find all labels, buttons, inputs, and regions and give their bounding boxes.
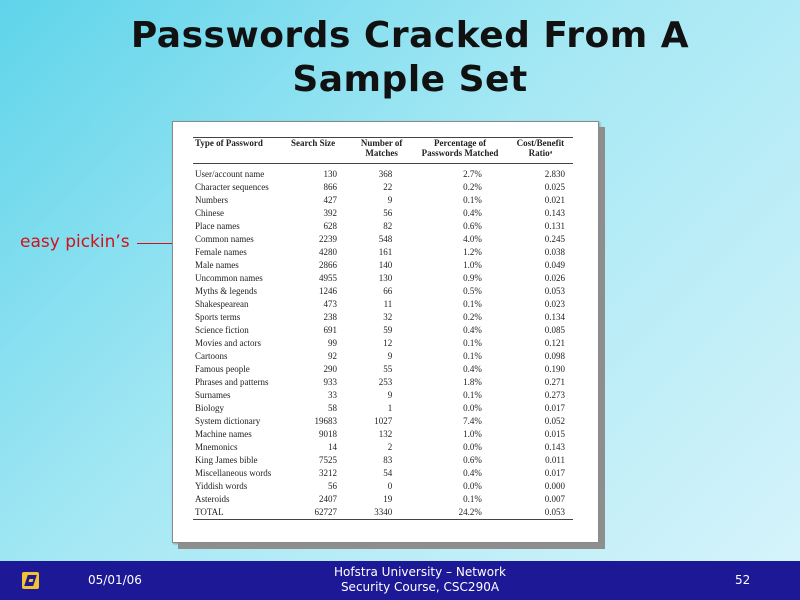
table-cell: Shakespearean: [195, 299, 249, 309]
table-cell: Machine names: [195, 429, 252, 439]
table-row: [193, 324, 573, 337]
table-cell: 19683: [314, 416, 337, 426]
table-cell: 0.6%: [463, 455, 482, 465]
table-cell: 9: [387, 351, 393, 361]
table-row: [193, 285, 573, 298]
table-cell: 0.134: [544, 312, 565, 322]
table-cell: 0.052: [544, 416, 565, 426]
table-row: [193, 311, 573, 324]
table-cell: 0.038: [544, 247, 565, 257]
table-row: [193, 298, 573, 311]
table-cell: System dictionary: [195, 416, 261, 426]
table-cell: 22: [383, 182, 393, 192]
table-cell: 54: [383, 468, 393, 478]
table-cell: 0.017: [544, 468, 565, 478]
table-cell: 0.1%: [463, 299, 482, 309]
slide-title-line-2: Sample Set: [292, 59, 528, 100]
table-cell: 66: [383, 286, 393, 296]
table-cell: 7525: [319, 455, 337, 465]
table-cell: 1: [387, 403, 393, 413]
table-cell: User/account name: [195, 169, 265, 179]
table-cell: 7.4%: [463, 416, 482, 426]
table-cell: 290: [323, 364, 337, 374]
table-cell: 0.5%: [463, 286, 482, 296]
table-cell: 0.6%: [463, 221, 482, 231]
table-cell: Male names: [195, 260, 239, 270]
table-cell: 99: [328, 338, 337, 348]
footer-date: 05/01/06: [88, 573, 142, 587]
table-cell: 0.1%: [463, 195, 482, 205]
table-row: [193, 350, 573, 363]
table-cell: 55: [383, 364, 393, 374]
table-cell: 3212: [319, 468, 337, 478]
table-cell: 0.011: [545, 455, 565, 465]
table-cell: 0.121: [544, 338, 565, 348]
table-cell: 1.0%: [463, 260, 482, 270]
table-cell: 0.000: [544, 481, 565, 491]
column-header: Number of Matches: [351, 138, 412, 164]
table-cell: 2239: [319, 234, 337, 244]
table-cell: 0.053: [544, 286, 565, 296]
table-cell: 83: [383, 455, 393, 465]
table-cell: 0.1%: [463, 338, 482, 348]
table-row: [193, 181, 573, 194]
table-cell: 0.4%: [463, 325, 482, 335]
table-cell: TOTAL: [195, 507, 224, 517]
table-cell: 130: [378, 273, 393, 283]
table-cell: 0.4%: [463, 468, 482, 478]
table-cell: Female names: [195, 247, 247, 257]
table-row: [193, 246, 573, 259]
table-cell: Chinese: [195, 208, 224, 218]
table-cell: Character sequences: [195, 182, 269, 192]
table-cell: 19: [383, 494, 393, 504]
table-cell: 2.7%: [463, 169, 482, 179]
table-cell: 0.0%: [463, 403, 482, 413]
table-cell: Sports terms: [195, 312, 241, 322]
table-row: [193, 207, 573, 220]
table-cell: 0.1%: [463, 351, 482, 361]
table-cell: 0.021: [544, 195, 565, 205]
footer-course-title: [270, 565, 570, 595]
table-cell: 56: [328, 481, 337, 491]
table-cell: 92: [328, 351, 337, 361]
table-cell: Yiddish words: [195, 481, 248, 491]
table-row: [193, 233, 573, 246]
table-cell: 0.131: [544, 221, 565, 231]
table-cell: 59: [383, 325, 393, 335]
table-cell: 628: [323, 221, 337, 231]
table-row: [193, 220, 573, 233]
table-cell: 0.273: [544, 390, 565, 400]
table-cell: 1.8%: [463, 377, 482, 387]
table-cell: 0.9%: [463, 273, 482, 283]
table-cell: 9018: [319, 429, 337, 439]
table-cell: Phrases and patterns: [195, 377, 269, 387]
table-cell: Mnemonics: [195, 442, 238, 452]
table-cell: Numbers: [195, 195, 228, 205]
table-cell: Cartoons: [195, 351, 228, 361]
table-row: [193, 454, 573, 467]
table-cell: 933: [323, 377, 337, 387]
table-cell: 32: [383, 312, 393, 322]
table-cell: 0.143: [544, 442, 565, 452]
column-header: Percentage of Passwords Matched: [412, 138, 508, 164]
table-cell: Biology: [195, 403, 225, 413]
table-cell: 1.0%: [463, 429, 482, 439]
table-cell: Common names: [195, 234, 254, 244]
table-cell: Famous people: [195, 364, 250, 374]
table-row: [193, 428, 573, 441]
table-cell: Science fiction: [195, 325, 249, 335]
table-cell: 24.2%: [458, 507, 482, 517]
table-cell: 0.143: [544, 208, 565, 218]
table-cell: 0.1%: [463, 390, 482, 400]
table-cell: 1027: [374, 416, 393, 426]
table-cell: 0.2%: [463, 312, 482, 322]
footer-bar: [0, 561, 800, 600]
table-cell: King James bible: [195, 455, 258, 465]
table-cell: 4955: [319, 273, 337, 283]
table-cell: 0.0%: [463, 442, 482, 452]
table-row: [193, 337, 573, 350]
table-cell: Movies and actors: [195, 338, 261, 348]
table-cell: 9: [387, 195, 393, 205]
footer-course-line-2: Security Course, CSC290A: [340, 580, 500, 594]
table-cell: 58: [328, 403, 337, 413]
table-cell: 0.2%: [463, 182, 482, 192]
table-cell: 3340: [374, 507, 393, 517]
table-cell: 0.053: [544, 507, 565, 517]
table-row: [193, 480, 573, 493]
table-row: [193, 506, 573, 520]
table-cell: Myths & legends: [195, 286, 257, 296]
table-row: [193, 272, 573, 285]
table-cell: 33: [328, 390, 337, 400]
table-cell: 0.190: [544, 364, 565, 374]
table-cell: Surnames: [195, 390, 231, 400]
table-cell: 866: [323, 182, 337, 192]
table-cell: 130: [323, 169, 337, 179]
table-cell: Asteroids: [195, 494, 230, 504]
slide-title: [40, 14, 780, 102]
table-row: [193, 363, 573, 376]
table-cell: 0.0%: [463, 481, 482, 491]
table-cell: 0.245: [544, 234, 565, 244]
table-cell: 368: [378, 169, 393, 179]
table-cell: 691: [323, 325, 337, 335]
table-cell: 11: [383, 299, 393, 309]
table-row: [193, 415, 573, 428]
table-cell: 548: [378, 234, 393, 244]
table-cell: 82: [383, 221, 393, 231]
table-cell: 9: [387, 390, 393, 400]
table-row: [193, 164, 573, 182]
table-cell: 0.4%: [463, 364, 482, 374]
easy-pickins-annotation: easy pickin’s: [20, 232, 130, 252]
password-table: [193, 137, 573, 520]
table-cell: 0.098: [544, 351, 565, 361]
table-cell: 62727: [314, 507, 337, 517]
table-row: [193, 259, 573, 272]
table-cell: 0.271: [544, 377, 565, 387]
table-cell: 56: [383, 208, 393, 218]
page-number: 52: [735, 573, 751, 587]
table-cell: 12: [383, 338, 393, 348]
table-cell: 161: [378, 247, 393, 257]
table-cell: 0.015: [544, 429, 565, 439]
footer-course-line-1: Hofstra University – Network: [334, 565, 506, 579]
table-row: [193, 389, 573, 402]
table-cell: 473: [323, 299, 337, 309]
table-cell: 4.0%: [463, 234, 482, 244]
table-cell: 0.023: [544, 299, 565, 309]
table-cell: 0.007: [544, 494, 565, 504]
table-cell: 238: [323, 312, 337, 322]
table-cell: 2.830: [544, 169, 565, 179]
table-cell: Place names: [195, 221, 240, 231]
table-cell: 0.1%: [463, 494, 482, 504]
table-row: [193, 493, 573, 506]
slide-title-line-1: Passwords Cracked From A: [130, 15, 690, 56]
column-header: Type of Password: [193, 138, 289, 164]
table-cell: 14: [328, 442, 337, 452]
table-cell: Uncommon names: [195, 273, 263, 283]
table-cell: 0.026: [544, 273, 565, 283]
table-cell: 1246: [319, 286, 337, 296]
table-cell: 0.4%: [463, 208, 482, 218]
table-row: [193, 376, 573, 389]
table-row: [193, 467, 573, 480]
table-row: [193, 402, 573, 415]
table-cell: 0.025: [544, 182, 565, 192]
table-cell: 2407: [319, 494, 337, 504]
table-row: [193, 441, 573, 454]
table-cell: 0: [387, 481, 393, 491]
column-header: Search Size: [289, 138, 351, 164]
table-cell: 132: [378, 429, 393, 439]
table-cell: 0.017: [544, 403, 565, 413]
table-cell: 392: [323, 208, 337, 218]
table-cell: 140: [378, 260, 393, 270]
table-cell: 0.049: [544, 260, 565, 270]
table-cell: 4280: [319, 247, 337, 257]
table-cell: 427: [323, 195, 337, 205]
table-cell: 2866: [319, 260, 337, 270]
table-row: [193, 194, 573, 207]
table-cell: 0.085: [544, 325, 565, 335]
hofstra-logo-icon: [22, 572, 39, 589]
table-cell: Miscellaneous words: [195, 468, 272, 478]
column-header: Cost/Benefit Ratioᵃ: [508, 138, 573, 164]
password-table-image: [172, 121, 599, 543]
table-cell: 1.2%: [463, 247, 482, 257]
table-cell: 253: [378, 377, 393, 387]
table-cell: 2: [387, 442, 393, 452]
